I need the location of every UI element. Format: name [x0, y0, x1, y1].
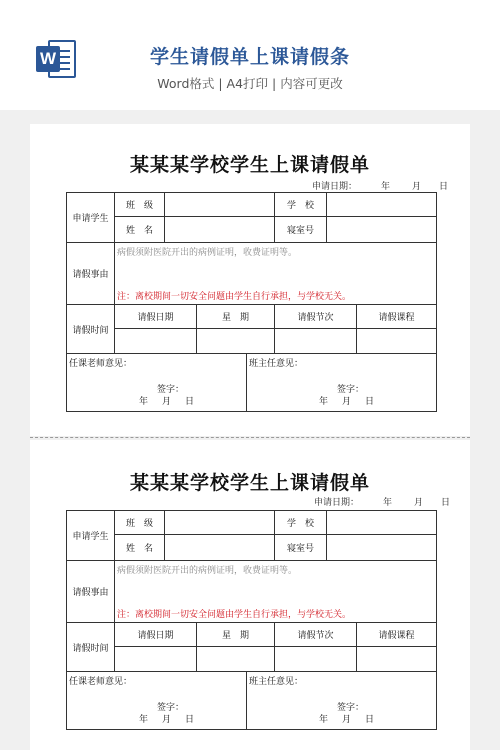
head-teacher-sign-label: 签字： [337, 703, 365, 713]
time-label: 请假时间 [67, 623, 115, 672]
leave-form-table [66, 510, 437, 730]
reason-field[interactable] [115, 243, 437, 305]
date-label: 申请日期： [314, 498, 360, 508]
reason-note: 注：离校期间一切安全问题由学生自行承担，与学校无关。 [117, 610, 352, 620]
head-teacher-sign-date: 年 月 日 [319, 397, 375, 407]
teacher-opinion-cell[interactable] [67, 672, 247, 730]
reason-label: 请假事由 [67, 243, 115, 305]
date-label: 申请日期： [312, 182, 358, 192]
application-date-line [312, 179, 448, 192]
school-label: 学 校 [275, 193, 327, 217]
dorm-field[interactable] [327, 217, 437, 243]
teacher-opinion-label: 任课老师意见： [69, 677, 133, 687]
school-label: 学 校 [275, 511, 327, 535]
dorm-label: 寝室号 [275, 535, 327, 561]
head-teacher-sign-date: 年 月 日 [319, 715, 375, 725]
col-period-header: 请假节次 [275, 305, 357, 329]
name-field[interactable] [165, 535, 275, 561]
weekday-cell[interactable] [197, 647, 275, 672]
date-cell[interactable] [115, 647, 197, 672]
form-title: 某某某学校学生上课请假单 [129, 472, 370, 494]
course-cell[interactable] [357, 647, 437, 672]
period-cell[interactable] [275, 329, 357, 354]
school-field[interactable] [327, 511, 437, 535]
teacher-sign-date: 年 月 日 [139, 397, 195, 407]
dorm-label: 寝室号 [275, 217, 327, 243]
class-label: 班 级 [115, 193, 165, 217]
reason-hint: 病假须附医院开出的病例证明，收费证明等。 [117, 566, 298, 576]
leave-form-table [66, 192, 437, 412]
head-teacher-sign-label: 签字： [337, 385, 365, 395]
applicant-label: 申请学生 [67, 511, 115, 561]
header-banner [0, 0, 500, 110]
date-cell[interactable] [115, 329, 197, 354]
school-field[interactable] [327, 193, 437, 217]
date-day: 日 [441, 498, 451, 508]
cut-divider-line [30, 437, 470, 438]
teacher-opinion-cell[interactable] [67, 354, 247, 412]
col-weekday-header: 星 期 [197, 305, 275, 329]
name-label: 姓 名 [115, 217, 165, 243]
name-field[interactable] [165, 217, 275, 243]
word-letter-badge: W [36, 46, 60, 72]
form-title: 某某某学校学生上课请假单 [129, 154, 370, 176]
head-teacher-opinion-label: 班主任意见： [249, 359, 304, 369]
course-cell[interactable] [357, 329, 437, 354]
document-preview-area [0, 110, 500, 750]
applicant-label: 申请学生 [67, 193, 115, 243]
teacher-sign-label: 签字： [157, 703, 185, 713]
leave-form-copy-1 [30, 124, 470, 436]
page-subtitle: Word格式 | A4打印 | 内容可更改 [157, 76, 343, 91]
teacher-opinion-label: 任课老师意见： [69, 359, 133, 369]
reason-label: 请假事由 [67, 561, 115, 623]
reason-field[interactable] [115, 561, 437, 623]
class-field[interactable] [165, 193, 275, 217]
page-title: 学生请假单上课请假条 [149, 46, 350, 68]
date-month: 月 [414, 498, 424, 508]
col-weekday-header: 星 期 [197, 623, 275, 647]
reason-note: 注：离校期间一切安全问题由学生自行承担，与学校无关。 [117, 292, 352, 302]
date-year: 年 [383, 498, 393, 508]
class-label: 班 级 [115, 511, 165, 535]
weekday-cell[interactable] [197, 329, 275, 354]
head-teacher-opinion-label: 班主任意见： [249, 677, 304, 687]
class-field[interactable] [165, 511, 275, 535]
head-teacher-opinion-cell[interactable] [247, 354, 437, 412]
teacher-sign-label: 签字： [157, 385, 185, 395]
time-label: 请假时间 [67, 305, 115, 354]
leave-form-copy-2 [30, 440, 470, 750]
date-month: 月 [412, 182, 422, 192]
col-course-header: 请假课程 [357, 623, 437, 647]
teacher-sign-date: 年 月 日 [139, 715, 195, 725]
date-year: 年 [381, 182, 391, 192]
col-date-header: 请假日期 [115, 305, 197, 329]
name-label: 姓 名 [115, 535, 165, 561]
period-cell[interactable] [275, 647, 357, 672]
date-day: 日 [439, 182, 449, 192]
head-teacher-opinion-cell[interactable] [247, 672, 437, 730]
col-period-header: 请假节次 [275, 623, 357, 647]
dorm-field[interactable] [327, 535, 437, 561]
col-date-header: 请假日期 [115, 623, 197, 647]
col-course-header: 请假课程 [357, 305, 437, 329]
application-date-line [314, 495, 450, 508]
reason-hint: 病假须附医院开出的病例证明，收费证明等。 [117, 248, 298, 258]
